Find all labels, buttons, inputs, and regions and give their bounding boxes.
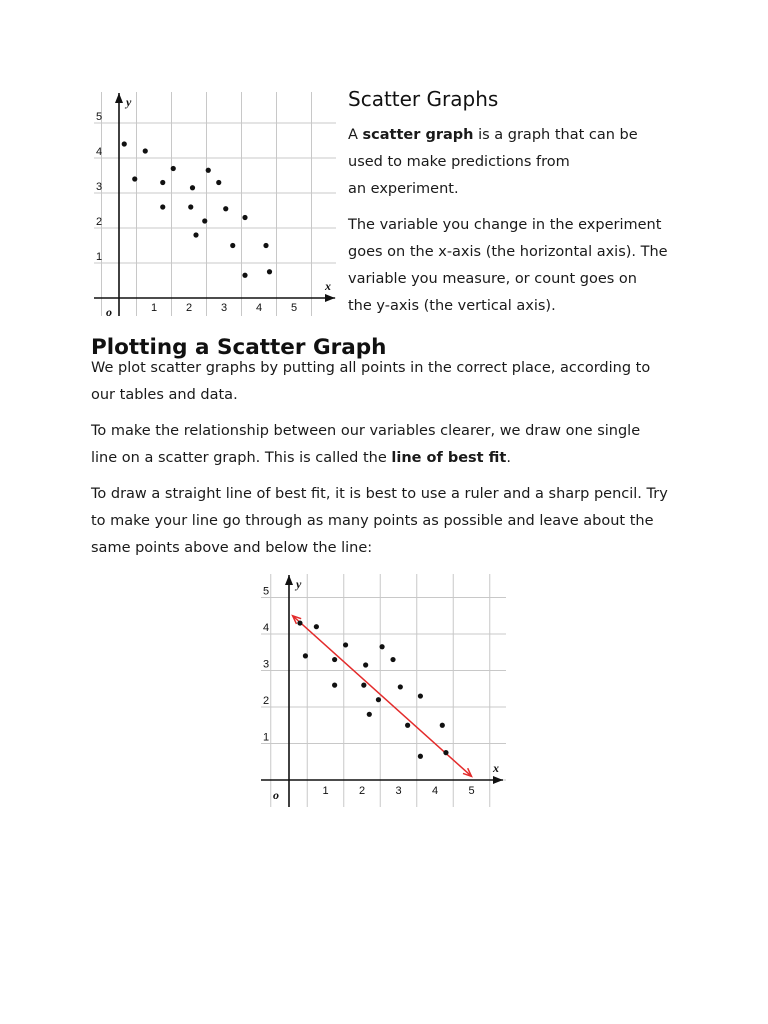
page-title: Scatter Graphs: [348, 87, 499, 111]
intro-text: [348, 122, 678, 320]
plot-paragraph-line: our tables and data.: [91, 387, 238, 403]
ruler-paragraph-line: To draw a straight line of best fit, it is best to use a ruler and a sharp pencil. Try: [91, 486, 668, 502]
best-fit-paragraph-line: To make the relationship between our variables clearer, we draw one single: [91, 423, 641, 439]
scatter-graph-best-fit: [258, 571, 508, 809]
y-axis-label: y: [296, 577, 302, 591]
data-point: [143, 148, 148, 153]
data-point: [297, 620, 302, 625]
x-tick-label: 4: [256, 302, 263, 314]
x-axis-label: x: [493, 761, 499, 775]
data-point: [190, 185, 195, 190]
data-point: [332, 657, 337, 662]
ruler-paragraph-line: same points above and below the line:: [91, 540, 373, 556]
y-tick-label: 1: [96, 251, 103, 263]
data-point: [363, 662, 368, 667]
data-point: [132, 176, 137, 181]
data-point: [418, 693, 423, 698]
y-tick-label: 5: [96, 111, 103, 123]
x-tick-label: 1: [322, 785, 329, 797]
data-point: [171, 166, 176, 171]
y-tick-label: 2: [96, 216, 103, 228]
data-point: [206, 168, 211, 173]
data-point: [242, 215, 247, 220]
y-axis-arrowhead: [115, 93, 123, 103]
x-axis-arrowhead: [493, 776, 503, 784]
data-point: [267, 269, 272, 274]
y-tick-label: 5: [263, 585, 270, 598]
scatter-graph-svg: [92, 90, 340, 318]
data-point: [223, 206, 228, 211]
plot-paragraph-line: We plot scatter graphs by putting all points in the correct place, according to: [91, 360, 651, 376]
axes-paragraph-line: goes on the x-axis (the horizontal axis). The: [348, 244, 668, 260]
data-point: [188, 204, 193, 209]
data-point: [361, 683, 366, 688]
data-point: [443, 750, 448, 755]
data-point: [398, 684, 403, 689]
x-tick-label: 3: [395, 785, 402, 797]
x-tick-label: 2: [186, 302, 193, 314]
scatter-graph-term: scatter graph: [362, 127, 474, 143]
data-point: [390, 657, 395, 662]
x-tick-label: 5: [291, 302, 298, 314]
x-tick-label: 4: [432, 785, 439, 797]
data-point: [367, 712, 372, 717]
x-tick-label: 1: [151, 302, 158, 314]
y-tick-label: 2: [263, 695, 270, 707]
axes-paragraph-line: The variable you change in the experiment: [348, 217, 662, 233]
section-body: [91, 355, 681, 562]
data-point: [216, 180, 221, 185]
intro-paragraph-line: A scatter graph is a graph that can be: [348, 127, 638, 143]
data-point: [193, 232, 198, 237]
data-point: [343, 642, 348, 647]
x-axis-label: x: [325, 279, 331, 293]
x-tick-label: 5: [468, 785, 475, 797]
section-heading: Plotting a Scatter Graph: [91, 335, 387, 360]
intro-paragraph-line: an experiment.: [348, 181, 459, 197]
x-tick-label: 2: [359, 785, 366, 797]
data-point: [230, 243, 235, 248]
data-point: [376, 697, 381, 702]
data-point: [405, 723, 410, 728]
scatter-graph-example: [92, 90, 340, 318]
data-point: [122, 141, 127, 146]
y-tick-label: 3: [263, 658, 270, 671]
y-tick-label: 4: [96, 146, 103, 158]
axes-paragraph-line: variable you measure, or count goes on: [348, 271, 637, 287]
data-point: [303, 653, 308, 658]
axes-paragraph-line: the y-axis (the vertical axis).: [348, 298, 556, 314]
data-point: [379, 644, 384, 649]
data-point: [242, 273, 247, 278]
data-point: [332, 683, 337, 688]
scatter-graph-best-fit-svg: [258, 571, 508, 809]
data-point: [202, 218, 207, 223]
data-point: [418, 754, 423, 759]
data-point: [160, 204, 165, 209]
y-axis-arrowhead: [285, 575, 293, 585]
data-point: [160, 180, 165, 185]
origin-label: o: [106, 305, 112, 318]
y-tick-label: 4: [263, 622, 270, 634]
intro-paragraph-line: used to make predictions from: [348, 154, 570, 170]
ruler-paragraph-line: to make your line go through as many points as possible and leave about the: [91, 513, 654, 529]
best-fit-paragraph-line: line on a scatter graph. This is called the line of best fit.: [91, 450, 511, 466]
x-axis-arrowhead: [325, 294, 335, 302]
y-axis-label: y: [126, 95, 132, 109]
data-point: [263, 243, 268, 248]
data-point: [314, 624, 319, 629]
y-tick-label: 1: [263, 731, 270, 744]
origin-label: o: [273, 788, 279, 802]
x-tick-label: 3: [221, 302, 228, 314]
data-point: [440, 723, 445, 728]
line-of-best-fit-term: line of best fit: [391, 450, 507, 466]
y-tick-label: 3: [96, 181, 103, 193]
